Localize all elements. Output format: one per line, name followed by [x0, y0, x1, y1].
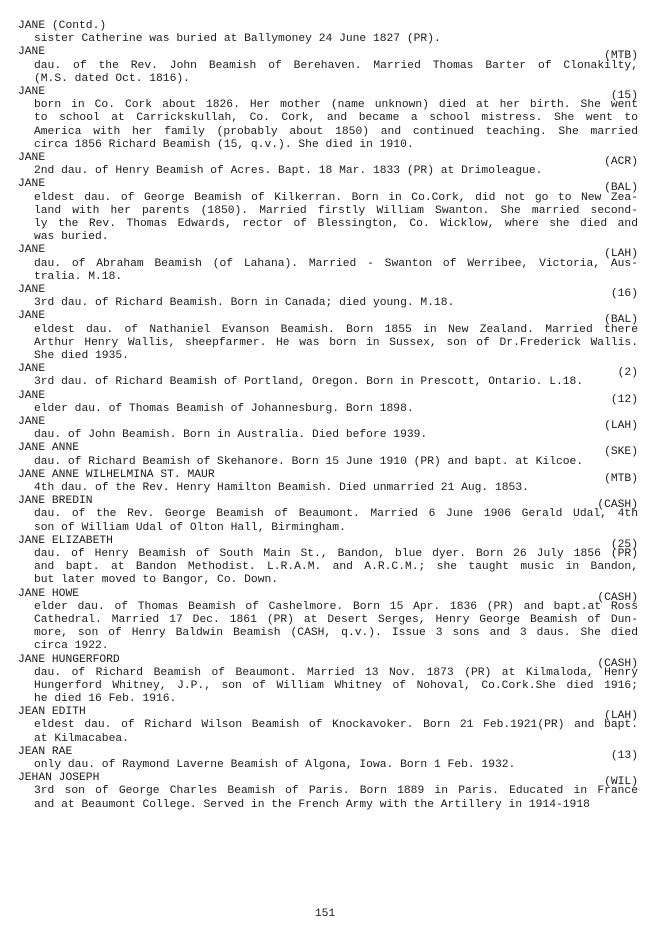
entry-name: JEHAN JOSEPH: [18, 772, 100, 785]
entry-text: [18, 508, 638, 534]
entry-list: [18, 20, 638, 812]
entry-text-line: but later moved to Bangor, Co. Down.: [34, 574, 279, 587]
entry-text-line: eldest dau. of Richard Wilson Beamish of Knockavoker. Born 21 Feb.1921(PR) and bapt.: [34, 719, 638, 732]
entry-text-line: dau. of Richard Beamish of Skehanore. Born 15 June 1910 (PR) and bapt. at Kilcoe.: [34, 455, 584, 468]
entry-text-line: dau. of the Rev. John Beamish of Berehaven. Married Thomas Barter of Clonakilty,: [34, 59, 638, 72]
branch-code: (LAH): [604, 419, 638, 432]
entry-heading: [18, 310, 638, 327]
genealogy-entry: [18, 20, 638, 46]
genealogy-entry: [18, 86, 638, 152]
branch-code: (BAL): [604, 182, 638, 195]
entry-heading: [18, 46, 638, 63]
genealogy-entry: [18, 46, 638, 86]
entry-name: JEAN EDITH: [18, 706, 86, 719]
genealogy-entry: [18, 244, 638, 284]
entry-text-line: dau. of the Rev. George Beamish of Beaumont. Married 6 June 1906 Gerald Udal, 4th: [34, 508, 638, 521]
entry-text-line: tralia. M.18.: [34, 270, 123, 283]
entry-name: JANE BREDIN: [18, 495, 93, 508]
entry-text-line: he died 16 Feb. 1916.: [34, 693, 177, 706]
branch-code: (16): [610, 287, 638, 300]
entry-text: [18, 601, 638, 654]
entry-text-line: ly the Rev. Thomas Edwards, rector of Blessington, Co. Wicklow, where she died and: [34, 217, 638, 230]
branch-code: (WIL): [604, 776, 638, 789]
entry-text: [18, 60, 638, 86]
entry-text-line: eldest dau. of Nathaniel Evanson Beamish. Born 1855 in New Zealand. Married there: [34, 323, 638, 336]
entry-name: JEAN RAE: [18, 745, 73, 758]
entry-name: JANE: [18, 389, 46, 402]
genealogy-entry: [18, 746, 638, 772]
branch-code: (CASH): [597, 657, 638, 670]
genealogy-entry: [18, 535, 638, 588]
entry-text-line: more, son of Henry Baldwin Beamish (CASH, q.v.). Issue 3 sons and 3 daus. She died: [34, 627, 638, 640]
entry-heading: [18, 283, 638, 300]
entry-heading: [18, 20, 638, 33]
genealogy-entry: [18, 178, 638, 244]
genealogy-entry: [18, 469, 638, 495]
entry-text-line: She died 1935.: [34, 349, 129, 362]
entry-heading: [18, 534, 638, 551]
branch-code: (13): [610, 749, 638, 762]
entry-name: JANE: [18, 46, 46, 59]
entry-heading: [18, 85, 638, 102]
entry-heading: [18, 772, 638, 789]
genealogy-entry: [18, 152, 638, 178]
entry-text-line: 4th dau. of the Rev. Henry Hamilton Beamish. Died unmarried 21 Aug. 1853.: [34, 481, 529, 494]
entry-text-line: son of William Udal of Olton Hall, Birmingham.: [34, 521, 346, 534]
branch-code: (12): [610, 393, 638, 406]
entry-text-line: 3rd dau. of Richard Beamish. Born in Canada; died young. M.18.: [34, 297, 455, 310]
genealogy-entry: [18, 442, 638, 468]
entry-text-line: elder dau. of Thomas Beamish of Johannesburg. Born 1898.: [34, 402, 414, 415]
entry-text-line: 3rd son of George Charles Beamish of Paris. Born 1889 in Paris. Educated in France: [34, 785, 638, 798]
entry-name: JANE: [18, 363, 46, 376]
entry-text: [18, 324, 638, 364]
entry-heading: [18, 389, 638, 406]
entry-text-line: land with her parents (1850). Married firstly William Swanton. She married second-: [34, 204, 638, 217]
entry-text: [18, 99, 638, 152]
entry-name: JANE ELIZABETH: [18, 534, 113, 547]
branch-code: (LAH): [604, 248, 638, 261]
branch-code: (MTB): [604, 50, 638, 63]
entry-text-line: eldest dau. of George Beamish of Kilkerran. Born in Co.Cork, did not go to New Zea-: [34, 191, 638, 204]
entry-text: [18, 403, 638, 416]
entry-name: JANE: [18, 178, 46, 191]
branch-code: (25): [610, 538, 638, 551]
entry-name: JANE: [18, 310, 46, 323]
entry-heading: [18, 363, 638, 380]
branch-code: (MTB): [604, 472, 638, 485]
entry-text: [18, 548, 638, 588]
entry-text: [18, 719, 638, 745]
entry-text-line: at Kilmacabea.: [34, 732, 129, 745]
entry-name: JANE ANNE: [18, 442, 80, 455]
entry-heading: [18, 415, 638, 432]
entry-heading: [18, 495, 638, 512]
entry-text-line: 2nd dau. of Henry Beamish of Acres. Bapt. 18 Mar. 1833 (PR) at Drimoleague.: [34, 165, 543, 178]
page-number: 151: [314, 908, 336, 920]
branch-code: (15): [610, 89, 638, 102]
entry-heading: [18, 706, 638, 723]
entry-text-line: America with her family (probably about 1850) and continued teaching. She married: [34, 125, 638, 138]
branch-code: (ACR): [604, 155, 638, 168]
entry-text-line: 3rd dau. of Richard Beamish of Portland, Oregon. Born in Prescott, Ontario. L.18.: [34, 376, 584, 389]
entry-text: [18, 33, 638, 46]
entry-text-line: Cathedral. Married 17 Dec. 1861 (PR) at Desert Serges, Henry George Beamish of Dun-: [34, 613, 638, 626]
entry-text-line: born in Co. Cork about 1826. Her mother (name unknown) died at her birth. She went: [34, 99, 638, 112]
genealogy-entry: [18, 416, 638, 442]
entry-text: [18, 456, 638, 469]
branch-code: (BAL): [604, 314, 638, 327]
entry-name: JANE (Contd.): [18, 20, 107, 32]
entry-text: [18, 258, 638, 284]
branch-code: (CASH): [597, 499, 638, 512]
entry-name: JANE HOWE: [18, 587, 80, 600]
genealogy-entry: [18, 654, 638, 707]
entry-text-line: Arthur Henry Wallis, sheepfarmer. He was born in Sussex, son of Dr.Frederick Wallis.: [34, 336, 638, 349]
genealogy-entry: [18, 495, 638, 535]
entry-name: JANE HUNGERFORD: [18, 653, 120, 666]
entry-text-line: dau. of Abraham Beamish (of Lahana). Married - Swanton of Werribee, Victoria, Aus-: [34, 257, 638, 270]
entry-text-line: Hungerford Whitney, J.P., son of William Whitney of Nohoval, Co.Cork.She died 1916;: [34, 679, 638, 692]
entry-heading: [18, 653, 638, 670]
genealogy-entry: [18, 588, 638, 654]
entry-text-line: (M.S. dated Oct. 1816).: [34, 72, 190, 85]
entry-text: [18, 429, 638, 442]
entry-text: [18, 297, 638, 310]
entry-text: [18, 482, 638, 495]
entry-text-line: to school at Carrickskullah, Co. Cork, and became a school mistress. She went to: [34, 112, 638, 125]
genealogy-entry: [18, 363, 638, 389]
entry-text: [18, 785, 638, 811]
entry-text-line: dau. of John Beamish. Born in Australia. Died before 1939.: [34, 429, 428, 442]
entry-text-line: elder dau. of Thomas Beamish of Cashelmore. Born 15 Apr. 1836 (PR) and bapt.at Ross: [34, 600, 638, 613]
entry-text-line: and bapt. at Bandon Methodist. L.R.A.M. and A.R.C.M.; she taught music in Bandon,: [34, 561, 638, 574]
entry-text-line: sister Catherine was buried at Ballymoney 24 June 1827 (PR).: [34, 33, 441, 46]
genealogy-entry: [18, 706, 638, 746]
entry-text: [18, 192, 638, 245]
genealogy-entry: [18, 390, 638, 416]
entry-name: JANE: [18, 415, 46, 428]
entry-text-line: was buried.: [34, 231, 109, 244]
genealogy-entry: [18, 310, 638, 363]
entry-text: [18, 759, 638, 772]
entry-name: JANE ANNE WILHELMINA ST. MAUR: [18, 468, 215, 481]
entry-text-line: circa 1856 Richard Beamish (15, q.v.). She died in 1910.: [34, 138, 414, 151]
branch-code: (CASH): [597, 591, 638, 604]
entry-heading: [18, 178, 638, 195]
branch-code: (2): [617, 367, 638, 380]
entry-text: [18, 376, 638, 389]
entry-heading: [18, 587, 638, 604]
entry-text-line: dau. of Henry Beamish of South Main St., Bandon, blue dyer. Born 26 July 1856 (PR): [34, 547, 638, 560]
entry-name: JANE: [18, 151, 46, 164]
entry-text-line: only dau. of Raymond Laverne Beamish of Algona, Iowa. Born 1 Feb. 1932.: [34, 759, 516, 772]
entry-heading: [18, 244, 638, 261]
genealogy-entry: [18, 772, 638, 812]
entry-name: JANE: [18, 283, 46, 296]
entry-heading: [18, 442, 638, 459]
entry-text-line: dau. of Richard Beamish of Beaumont. Married 13 Nov. 1873 (PR) at Kilmaloda, Henry: [34, 666, 638, 679]
entry-heading: [18, 468, 638, 485]
entry-heading: [18, 745, 638, 762]
entry-text-line: circa 1922.: [34, 640, 109, 653]
genealogy-entry: [18, 284, 638, 310]
entry-name: JANE: [18, 85, 46, 98]
entry-text-line: and at Beaumont College. Served in the French Army with the Artillery in 1914-1918: [34, 798, 590, 811]
branch-code: (SKE): [604, 446, 638, 459]
branch-code: (LAH): [604, 710, 638, 723]
entry-heading: [18, 151, 638, 168]
entry-text: [18, 165, 638, 178]
entry-text: [18, 667, 638, 707]
entry-name: JANE: [18, 244, 46, 257]
